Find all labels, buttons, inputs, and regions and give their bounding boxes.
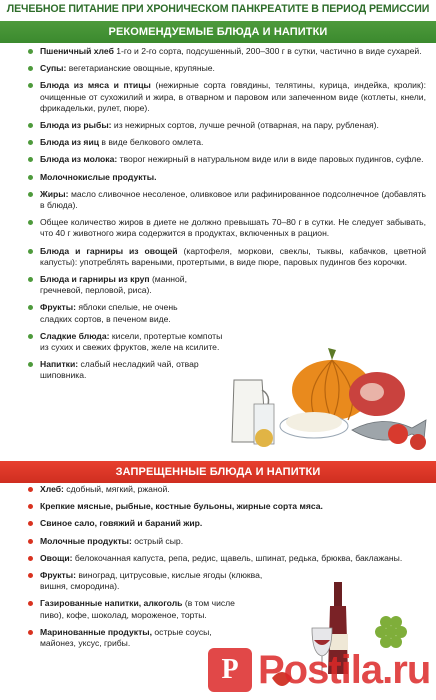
grapes-icon — [375, 616, 407, 648]
list-item: Блюда из молока: творог нежирный в натуральном виде или в виде паровых пудингов, суфле. — [0, 154, 436, 165]
list-item: Маринованные продукты, острые соусы, майонез, уксус, грибы. — [0, 627, 436, 649]
bullet-icon — [28, 556, 33, 561]
list-item: Блюда и гарниры из круп (манной, гречневой, перловой, риса). — [0, 274, 436, 296]
bullet-icon — [28, 249, 33, 254]
bullet-icon — [28, 334, 33, 339]
list-item: Свиное сало, говяжий и бараний жир. — [0, 518, 436, 529]
list-item: Овощи: белокочанная капуста, репа, редис, щавель, шпинат, редька, брюква, баклажаны. — [0, 553, 436, 564]
list-item: Блюда и гарниры из овощей (картофеля, моркови, свеклы, тыквы, кабачков, цветной капусты): употреблять вареными, протертыми, в виде пюре, паровых пудингов без корочки. — [0, 246, 436, 268]
bullet-icon — [28, 83, 33, 88]
list-item: Фрукты: яблоки спелые, не очень сладких сортов, в печеном виде. — [0, 302, 436, 324]
bullet-icon — [28, 362, 33, 367]
watermark-text: Postila.ru — [258, 647, 431, 692]
bullet-icon — [28, 192, 33, 197]
meat-icon — [349, 372, 405, 416]
bullet-icon — [28, 601, 33, 606]
prohibited-heading: ЗАПРЕЩЕННЫЕ БЛЮДА И НАПИТКИ — [0, 461, 436, 483]
bullet-icon — [28, 175, 33, 180]
list-item: Супы: вегетарианские овощные, крупяные. — [0, 63, 436, 74]
drinks-illustration — [262, 578, 434, 698]
list-item: Молочнокислые продукты. — [0, 172, 436, 183]
food-illustration — [222, 342, 432, 454]
bullet-icon — [28, 305, 33, 310]
list-item: Газированные напитки, алкоголь (в том числе пиво), кофе, шоколад, мороженое, торты. — [0, 598, 436, 620]
list-item: Жиры: масло сливочное несоленое, оливковое или рафинированное подсолнечное (добавлять в блюда). — [0, 189, 436, 211]
list-item: Блюда из яиц в виде белкового омлета. — [0, 137, 436, 148]
list-item: Блюда из рыбы: из нежирных сортов, лучше речной (отварная, на пару, рубленая). — [0, 120, 436, 131]
list-item: Пшеничный хлеб 1-го и 2-го сорта, подсушенный, 200–300 г в сутки, частично в виде сухарей. — [0, 46, 436, 57]
bullet-icon — [28, 504, 33, 509]
bullet-icon — [28, 521, 33, 526]
list-item: Хлеб: сдобный, мягкий, ржаной. — [0, 484, 436, 495]
strawberry-icon — [272, 672, 292, 686]
list-item: Сладкие блюда: кисели, протертые компоты из сухих и свежих фруктов, желе на ксилите. — [0, 331, 436, 353]
bullet-icon — [28, 220, 33, 225]
list-item: Молочные продукты: острый сыр. — [0, 536, 436, 547]
watermark-icon: P — [208, 648, 252, 692]
bullet-icon — [28, 157, 33, 162]
bullet-icon — [28, 573, 33, 578]
recommended-heading: РЕКОМЕНДУЕМЫЕ БЛЮДА И НАПИТКИ — [0, 21, 436, 43]
page-title: ЛЕЧЕБНОЕ ПИТАНИЕ ПРИ ХРОНИЧЕСКОМ ПАНКРЕАТИТЕ В ПЕРИОД РЕМИССИИ — [6, 3, 430, 15]
list-item: Фрукты: виноград, цитрусовые, кислые ягоды (клюква, вишня, смородина). — [0, 570, 436, 592]
bullet-icon — [28, 49, 33, 54]
bullet-icon — [28, 277, 33, 282]
bullet-icon — [28, 123, 33, 128]
recommended-list — [0, 46, 436, 388]
list-item: Блюда из мяса и птицы (нежирные сорта говядины, телятины, курица, индейка, кролик): очищенные от сухожилий и жира, в отварном и паровом или запеченном виде (котлеты, кнели, фрикадельки, рулет, пюре). — [0, 80, 436, 114]
bullet-icon — [28, 140, 33, 145]
bullet-icon — [28, 66, 33, 71]
bullet-icon — [28, 539, 33, 544]
list-item: Напитки: слабый несладкий чай, отвар шиповника. — [0, 359, 436, 381]
bullet-icon — [28, 487, 33, 492]
list-item: Общее количество жиров в диете не должно превышать 70–80 г в сутки. Не следует забывать, что 40 г животного жира содержится в продуктах, включенных в рацион. — [0, 217, 436, 239]
bullet-icon — [28, 630, 33, 635]
list-item: Крепкие мясные, рыбные, костные бульоны, жирные сорта мяса. — [0, 501, 436, 512]
